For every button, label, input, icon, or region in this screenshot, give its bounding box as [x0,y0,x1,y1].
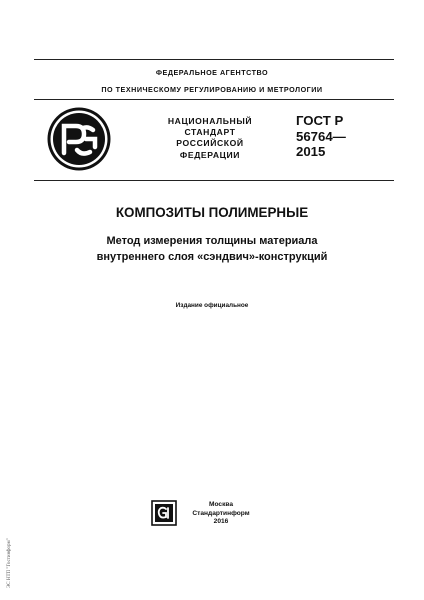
standard-number-line-1: ГОСТ Р [296,113,344,128]
standard-number [296,113,386,160]
standard-number-line-2: 56764— [296,128,346,144]
document-title: КОМПОЗИТЫ ПОЛИМЕРНЫЕ [115,205,309,220]
standard-label [140,116,280,161]
bottom-rule [34,180,394,181]
standard-label-line-3: РОССИЙСКОЙ [176,138,244,149]
agency-line-1: ФЕДЕРАЛЬНОЕ АГЕНТСТВО [155,68,269,77]
document-subtitle [0,234,424,265]
publisher-block [186,501,256,527]
agency-line-2: ПО ТЕХНИЧЕСКОМУ РЕГУЛИРОВАНИЮ И МЕТРОЛОГИИ [101,85,323,94]
publisher-year: 2016 [213,518,229,526]
standard-label-line-4: ФЕДЕРАЦИИ [179,149,241,160]
publisher-name: Стандартинформ [192,509,250,517]
publisher-city: Москва [208,501,234,508]
top-rule [34,59,394,60]
standard-label-line-2: СТАНДАРТ [184,127,236,138]
side-note: ЭС НТП "Гостинформ" [7,538,12,588]
subtitle-line-2: внутреннего слоя «сэндвич»-конструкций [96,250,328,263]
standartinform-logo-icon [151,500,177,526]
middle-rule [34,99,394,100]
gost-r-logo-icon [46,106,112,172]
standard-number-line-3: 2015 [296,144,326,159]
edition-label: Издание официальное [175,302,249,309]
subtitle-line-1: Метод измерения толщины материала [106,235,318,247]
standard-label-line-1: НАЦИОНАЛЬНЫЙ [167,116,253,126]
